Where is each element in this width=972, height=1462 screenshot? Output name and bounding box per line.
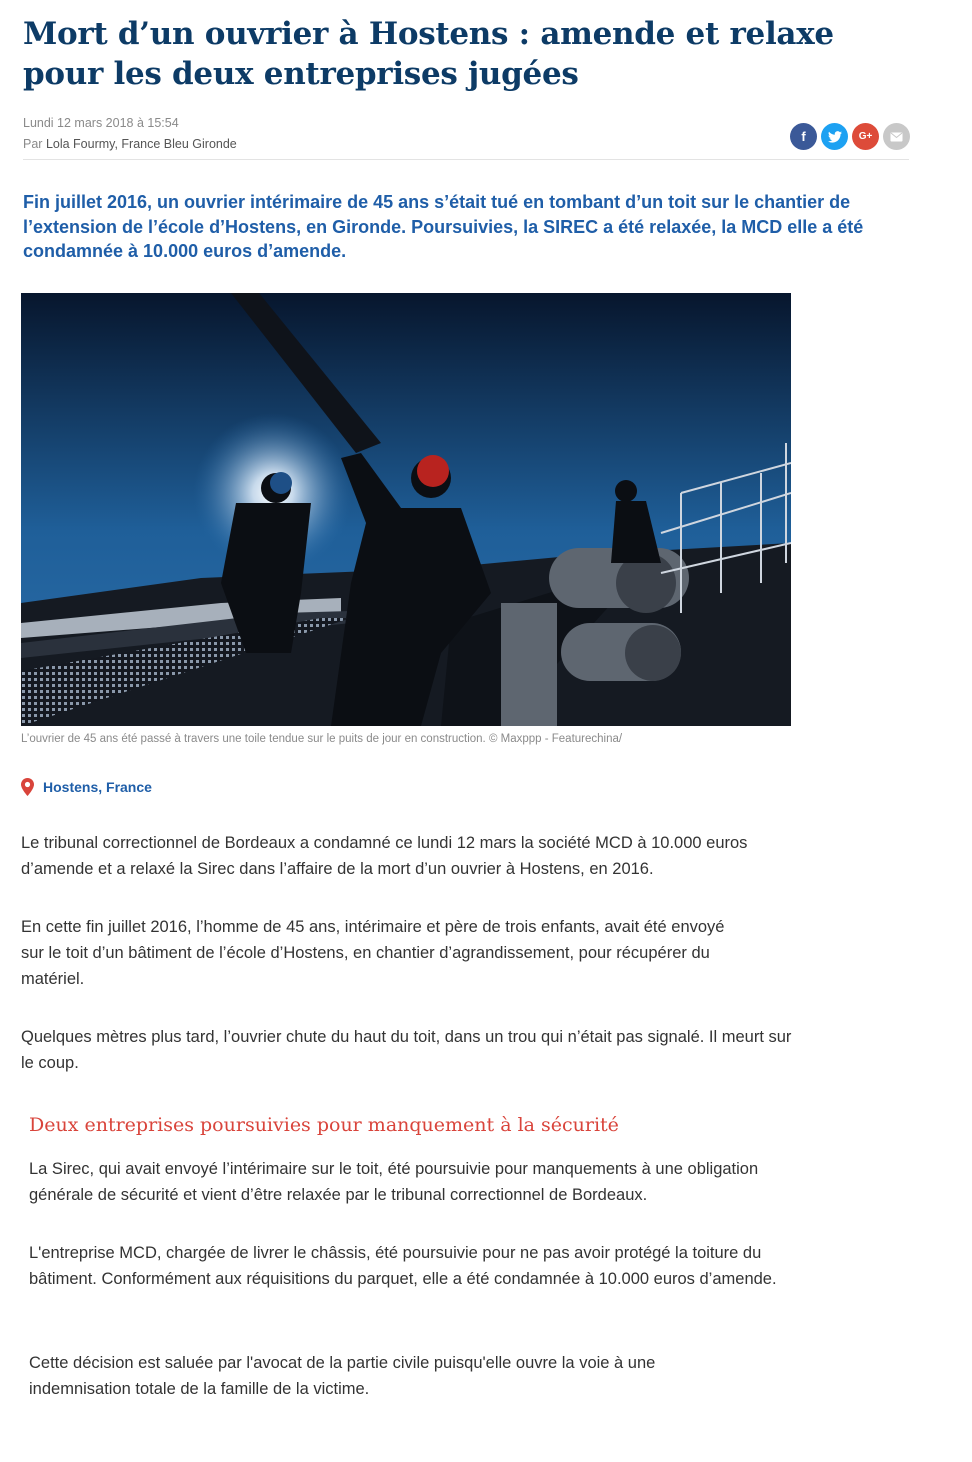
share-buttons — [790, 123, 910, 150]
article-paragraph: L'entreprise MCD, chargée de livrer le châssis, été poursuivie pour ne pas avoir protégé la toiture du bâtiment. Conformément aux réquisitions du parquet, elle a été condamnée à 10.000 euros d’amende. — [29, 1244, 777, 1288]
publish-date: Lundi 12 mars 2018 à 15:54 — [23, 116, 179, 130]
section-subheading: Deux entreprises poursuivies pour manquement à la sécurité — [29, 1114, 619, 1136]
google-plus-icon: G+ — [858, 131, 873, 142]
article-title: Mort d’un ouvrier à Hostens : amende et relaxe pour les deux entreprises jugées — [23, 16, 834, 92]
facebook-share-button[interactable] — [790, 123, 817, 150]
location-pin-icon — [21, 778, 34, 796]
email-share-button[interactable] — [883, 123, 910, 150]
byline-prefix: Par — [23, 137, 46, 151]
article-photo — [21, 293, 791, 726]
twitter-share-button[interactable] — [821, 123, 848, 150]
location-label[interactable]: Hostens, France — [43, 779, 152, 795]
article-paragraph: En cette fin juillet 2016, l’homme de 45 ans, intérimaire et père de trois enfants, avait été envoyé sur le toit d’un bâtiment de l’école d’Hostens, en chantier d’agrandissement, pour récupérer du matériel. — [21, 918, 725, 988]
author-link[interactable]: Lola Fourmy, France Bleu Gironde — [45, 137, 237, 151]
article-meta — [23, 113, 237, 155]
article-lead: Fin juillet 2016, un ouvrier intérimaire de 45 ans s’était tué en tombant d’un toit sur le chantier de l’extension de l’école d’Hostens, en Gironde. Poursuivies, la SIREC a été relaxée, la MCD elle a été condamnée à 10.000 euros d’amende. — [23, 192, 864, 261]
photo-caption: L’ouvrier de 45 ans été passé à travers une toile tendue sur le puits de jour en construction. © Maxppp - Featurechina/ — [21, 733, 623, 745]
google-plus-share-button[interactable] — [852, 123, 879, 150]
byline — [23, 134, 237, 155]
meta-divider — [23, 159, 909, 160]
article-paragraph: Cette décision est saluée par l'avocat de la partie civile puisqu'elle ouvre la voie à une indemnisation totale de la famille de la victime. — [29, 1354, 656, 1398]
facebook-icon: f — [801, 129, 806, 144]
twitter-icon — [828, 131, 842, 143]
email-icon — [890, 132, 903, 142]
article-paragraph: La Sirec, qui avait envoyé l’intérimaire sur le toit, été poursuivie pour manquements à une obligation générale de sécurité et vient d’être relaxée par le tribunal correctionnel de Bordeaux. — [29, 1160, 759, 1204]
article-paragraph: Quelques mètres plus tard, l’ouvrier chute du haut du toit, dans un trou qui n’était pas signalé. Il meurt sur le coup. — [21, 1028, 792, 1072]
article-paragraph: Le tribunal correctionnel de Bordeaux a condamné ce lundi 12 mars la société MCD à 10.000 euros d’amende et a relaxé la Sirec dans l’affaire de la mort d’un ouvrier à Hostens, en 2016. — [21, 834, 748, 878]
location-tag[interactable] — [21, 778, 152, 796]
